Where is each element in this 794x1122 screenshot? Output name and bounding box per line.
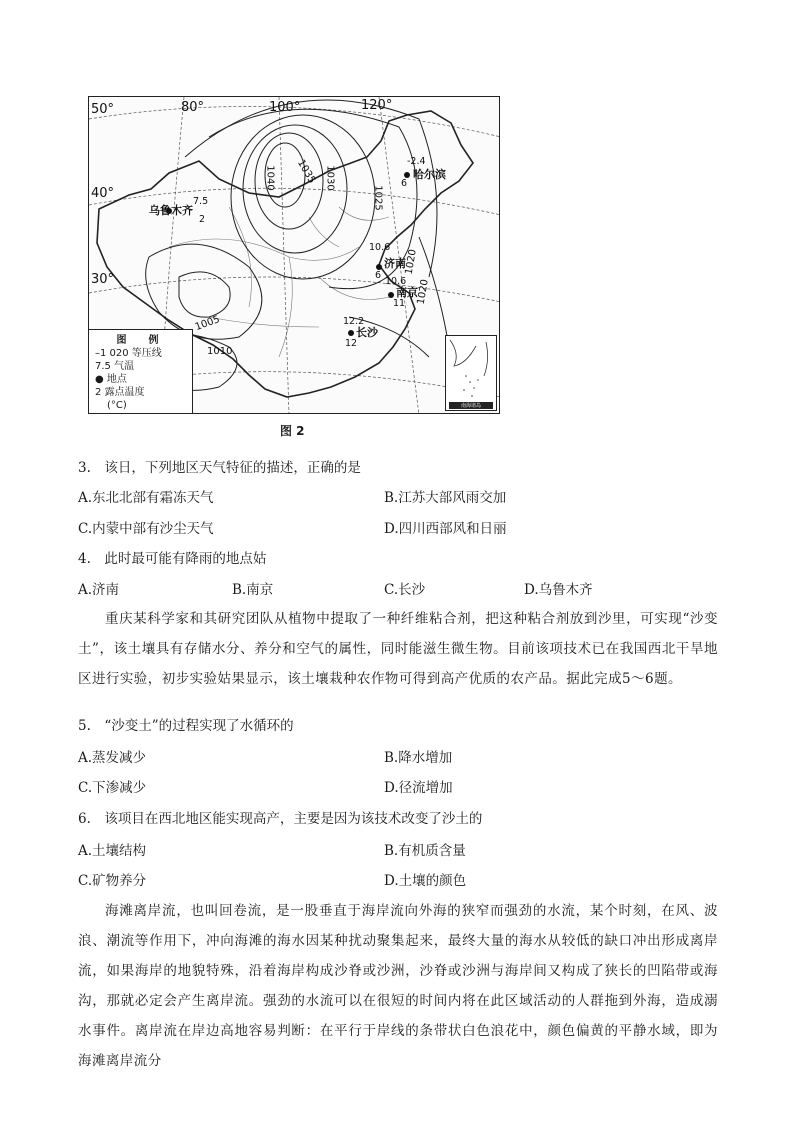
inset-caption: 南海诸岛 <box>449 402 493 409</box>
longitude-label-80: 80° <box>181 100 205 115</box>
passage-sand-to-soil: 重庆某科学家和其研究团队从植物中提取了一种纤维粘合剂，把这种粘合剂放到沙里，可实现“沙变土”，该土壤具有存储水分、养分和空气的属性，同时能滋生微生物。目前该项技术已在我国西北干旱地区进行实验，初步实验姑果显示，该土壤栽种农作物可得到高产优质的农产品。据此完成5～6题。 <box>78 611 718 687</box>
q5-stem: 5. “沙变土”的过程实现了水循环的 <box>78 718 294 734</box>
q5-option-a: A.蒸发减少 <box>78 750 147 766</box>
legend-point: ● 地点 <box>95 374 127 385</box>
q6-stem: 6. 该项目在西北地区能实现高产，主要是因为该技术改变了沙土的 <box>78 811 483 827</box>
q4-option-c: C.长沙 <box>384 582 426 598</box>
q3-option-d: D.四川西部风和日丽 <box>384 521 507 537</box>
q6-option-d: D.土壤的颜色 <box>384 873 467 889</box>
q4-stem: 4. 此时最可能有降雨的地点姑 <box>78 551 267 567</box>
legend-title: 图 例 <box>116 335 165 346</box>
station-name-harbin: 哈尔滨 <box>413 168 446 181</box>
station-temp-jinan: 10.6 <box>369 242 391 253</box>
station-dew-harbin: 6 <box>401 178 408 189</box>
q6-option-a: A.土壤结构 <box>78 843 147 859</box>
point-icon: ● <box>95 374 104 385</box>
latitude-label-40: 40° <box>91 186 115 201</box>
station-dew-urumqi: 2 <box>199 214 206 225</box>
legend-isobar: –1 020 等压线 <box>95 348 162 359</box>
q4-option-d: D.乌鲁木齐 <box>524 582 593 598</box>
inset-drawing <box>446 336 496 410</box>
q3-option-b: B.江苏大部风雨交加 <box>384 490 507 506</box>
q4-option-b: B.南京 <box>232 582 274 598</box>
longitude-label-100: 100° <box>269 100 301 115</box>
map-legend <box>89 329 193 414</box>
station-temp-changsha: 12.2 <box>343 316 365 327</box>
station-temp-nanjing: 10.6 <box>385 276 407 287</box>
station-dew-nanjing: 11 <box>393 298 406 309</box>
isobar-label: 1005 <box>193 314 222 334</box>
legend-unit: (°C) <box>107 400 127 411</box>
legend-dew: 2 露点温度 <box>95 387 145 398</box>
q3-stem: 3. 该日，下列地区天气特征的描述，正确的是 <box>78 460 361 476</box>
q5-option-b: B.降水增加 <box>384 750 453 766</box>
station-temp-urumqi: 7.5 <box>193 196 209 207</box>
station-temp-harbin: -2.4 <box>407 156 426 167</box>
figure-caption: 图 2 <box>280 424 305 438</box>
q5-option-d: D.径流增加 <box>384 780 453 796</box>
q6-option-c: C.矿物养分 <box>78 873 147 889</box>
longitude-label-120: 120° <box>361 98 393 113</box>
passage-rip-current: 海滩离岸流，也叫回卷流，是一股垂直于海岸流向外海的狭窄而强劲的水流，某个时刻，在风、波浪、潮流等作用下，冲向海滩的海水因某种扰动聚集起来，最终大量的海水从较低的缺口冲出形成离岸流，如果海岸的地貌特殊，沿着海岸构成沙脊或沙洲，沙脊或沙洲与海岸间又构成了狭长的凹陷带或海沟，那就必定会产生离岸流。强劲的水流可以在很短的时间内将在此区域活动的人群拖到外海，造成溺水事件。离岸流在岸边高地容易判断：在平行于岸线的条带状白色浪花中，颜色偏黄的平静水域，即为海滩离岸流分 <box>78 903 718 1069</box>
isobar-label: 1020 <box>415 278 431 306</box>
q6-option-b: B.有机质含量 <box>384 843 466 859</box>
legend-temp: 7.5 气温 <box>95 361 135 372</box>
south-china-sea-inset <box>445 335 497 411</box>
q3-option-c: C.内蒙中部有沙尘天气 <box>78 521 214 537</box>
station-name-urumqi: 乌鲁木齐 <box>149 204 193 217</box>
latitude-label-30: 30° <box>91 272 115 287</box>
station-name-nanjing: 南京 <box>396 286 418 299</box>
isobar-label: 1025 <box>372 185 384 211</box>
q5-option-c: C.下渗减少 <box>78 780 147 796</box>
station-dew-changsha: 12 <box>345 338 358 349</box>
isobar-label: 1030 <box>324 165 336 191</box>
isobar-label: 1020 <box>403 248 419 276</box>
station-name-changsha: 长沙 <box>356 326 378 339</box>
latitude-label-50: 50° <box>91 102 115 117</box>
q4-option-a: A.济南 <box>78 582 120 598</box>
isobar-label: 1035 <box>295 157 318 186</box>
station-dew-jinan: 6 <box>375 270 382 281</box>
isobar-label: 1040 <box>264 165 276 191</box>
isobar-label: 1010 <box>207 346 233 357</box>
station-name-jinan: 济南 <box>384 257 406 270</box>
q3-option-a: A.东北北部有霜冻天气 <box>78 490 214 506</box>
weather-map <box>88 96 500 414</box>
